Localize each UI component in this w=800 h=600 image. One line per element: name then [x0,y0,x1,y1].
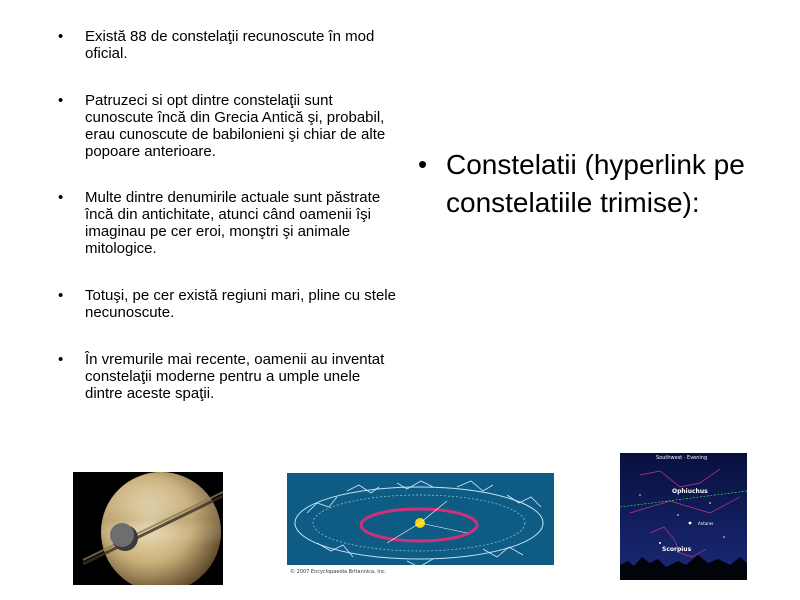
scorpius-label: Scorpius [662,546,692,553]
saturn-image [73,472,223,585]
left-text-column [58,28,398,432]
hyperlink-list [418,146,758,222]
bullet-text: În vremurile mai recente, oamenii au inventat constelaţii moderne pentru a umple unele dintre aceste spaţii. [85,351,385,402]
list-item [58,287,398,321]
bullet-icon: • [58,287,64,304]
bullet-text: Patruzeci si opt dintre constelaţii sunt cunoscute încă din Grecia Antică şi, probabil, erau cunoscute de babilonieni şi chiar de alte popoare anterioare. [85,92,386,160]
saturn-illustration [73,472,223,585]
scorpius-illustration [620,453,747,580]
ecliptic-caption: © 2007 Encyclopaedia Britannica, Inc. [290,569,387,575]
bullet-text: Multe dintre denumirile actuale sunt păstrate încă din antichitate, atunci când oamenii îşi imaginau pe cer eroi, monştri şi animale mitologice. [85,189,381,257]
fact-list [58,28,398,402]
ophiuchus-label: Ophiuchus [672,488,708,495]
bullet-icon: • [58,92,64,109]
list-item [58,28,398,62]
ecliptic-diagram-image [287,473,554,575]
bullet-text: Există 88 de constelaţii recunoscute în mod oficial. [85,28,375,62]
sky-header-label: Southwest · Evening [656,455,708,461]
bullet-text: Totuşi, pe cer există regiuni mari, pline cu stele necunoscute. [85,287,396,321]
right-text-column [418,146,758,222]
antares-label: Antares [698,521,714,526]
bullet-icon: • [58,28,64,45]
constellations-link-text[interactable]: Constelatii (hyperlink pe constelatiile trimise): [446,149,745,218]
list-item [58,189,398,257]
constellations-link-item[interactable] [418,146,758,222]
bullet-icon: • [418,149,428,179]
ecliptic-illustration [287,473,554,575]
bullet-icon: • [58,351,64,368]
bullet-icon: • [58,189,64,206]
scorpius-sky-image [620,453,747,580]
list-item [58,351,398,402]
list-item [58,92,398,160]
